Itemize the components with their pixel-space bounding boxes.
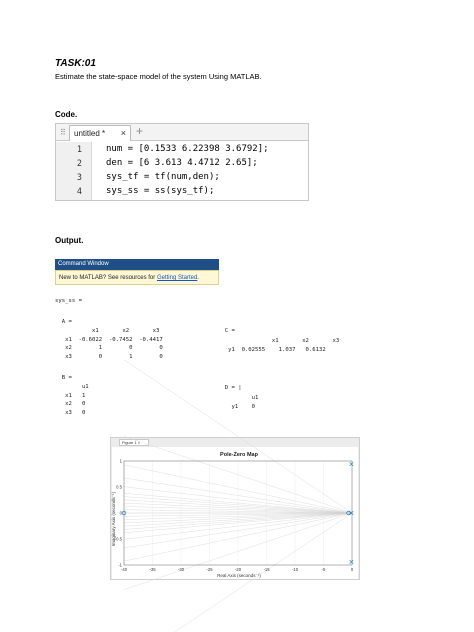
y-axis-label: Imaginary Axis (seconds⁻¹) bbox=[111, 491, 116, 547]
x-tick-label: -20 bbox=[234, 567, 242, 572]
code-line[interactable]: sys_tf = tf(num,den); bbox=[106, 172, 220, 182]
x-axis-label: Real Axis (seconds⁻¹) bbox=[217, 573, 261, 578]
figure-window bbox=[110, 437, 360, 580]
pole-marker bbox=[350, 560, 354, 564]
x-tick-label: -5 bbox=[321, 567, 326, 572]
pole-marker bbox=[350, 462, 354, 466]
x-tick-label: -35 bbox=[149, 567, 156, 572]
y-tick-label: 1 bbox=[119, 458, 122, 464]
editor-tab-untitled[interactable] bbox=[69, 125, 131, 141]
sys-ss-line: sys_ss = bbox=[55, 298, 82, 304]
matrix-d-output: D = | u1 y1 0 bbox=[224, 385, 259, 410]
banner-text: New to MATLAB? See resources for bbox=[59, 275, 157, 281]
y-tick-label: 0.5 bbox=[116, 484, 122, 490]
x-tick-label: -10 bbox=[291, 567, 299, 572]
grip-icon[interactable]: ⠿ bbox=[60, 128, 66, 137]
getting-started-link[interactable]: Getting Started bbox=[156, 275, 198, 281]
x-tick-label: -25 bbox=[206, 567, 213, 572]
x-tick-label: -30 bbox=[177, 567, 185, 572]
figure-tab[interactable]: Figure 1 × bbox=[119, 439, 149, 446]
command-window-banner bbox=[55, 270, 219, 285]
y-tick-label: -1 bbox=[118, 562, 122, 568]
line-number: 2 bbox=[76, 159, 82, 169]
matrix-a-output: A = x1 x2 x3 x1 -0.6022 -0.7452 -0.4417 x2 1 0 0 x3 0 1 0 bbox=[61, 319, 163, 361]
y-tick-label: -0.5 bbox=[114, 536, 122, 542]
task-title: TASK:01 bbox=[55, 58, 96, 69]
figure-canvas bbox=[112, 447, 358, 579]
matrix-b-output: B = u1 x1 1 x2 0 x3 0 bbox=[61, 375, 89, 417]
command-window-title: Command Window bbox=[55, 259, 219, 270]
x-tick-label: 0 bbox=[350, 567, 354, 572]
line-number: 4 bbox=[76, 187, 82, 197]
code-line[interactable]: den = [6 3.613 4.4712 2.65]; bbox=[106, 158, 258, 168]
line-number: 3 bbox=[76, 173, 82, 183]
x-tick-label: -15 bbox=[263, 567, 270, 572]
add-tab-icon[interactable]: + bbox=[136, 124, 144, 138]
editor-tab-label: untitled * bbox=[74, 129, 106, 138]
pole-zero-map-chart bbox=[112, 447, 358, 579]
chart-title: Pole-Zero Map bbox=[220, 452, 258, 458]
banner-end: . bbox=[197, 275, 199, 281]
code-line[interactable]: sys_ss = ss(sys_tf); bbox=[106, 186, 215, 196]
code-label: Code. bbox=[55, 110, 78, 119]
close-icon[interactable]: × bbox=[120, 128, 126, 138]
editor-tab-bar bbox=[56, 124, 308, 141]
code-editor[interactable] bbox=[55, 123, 309, 201]
code-line[interactable]: num = [0.1533 6.22398 3.6792]; bbox=[106, 144, 269, 154]
matrix-c-output: C = x1 x2 x3 y1 0.02555 1.037 0.6132 bbox=[224, 328, 340, 353]
output-label: Output. bbox=[55, 236, 84, 245]
y-tick-label: 0 bbox=[119, 510, 122, 516]
task-description: Estimate the state-space model of the system Using MATLAB. bbox=[55, 72, 262, 81]
x-tick-label: -40 bbox=[120, 567, 128, 572]
line-number: 1 bbox=[76, 145, 82, 155]
